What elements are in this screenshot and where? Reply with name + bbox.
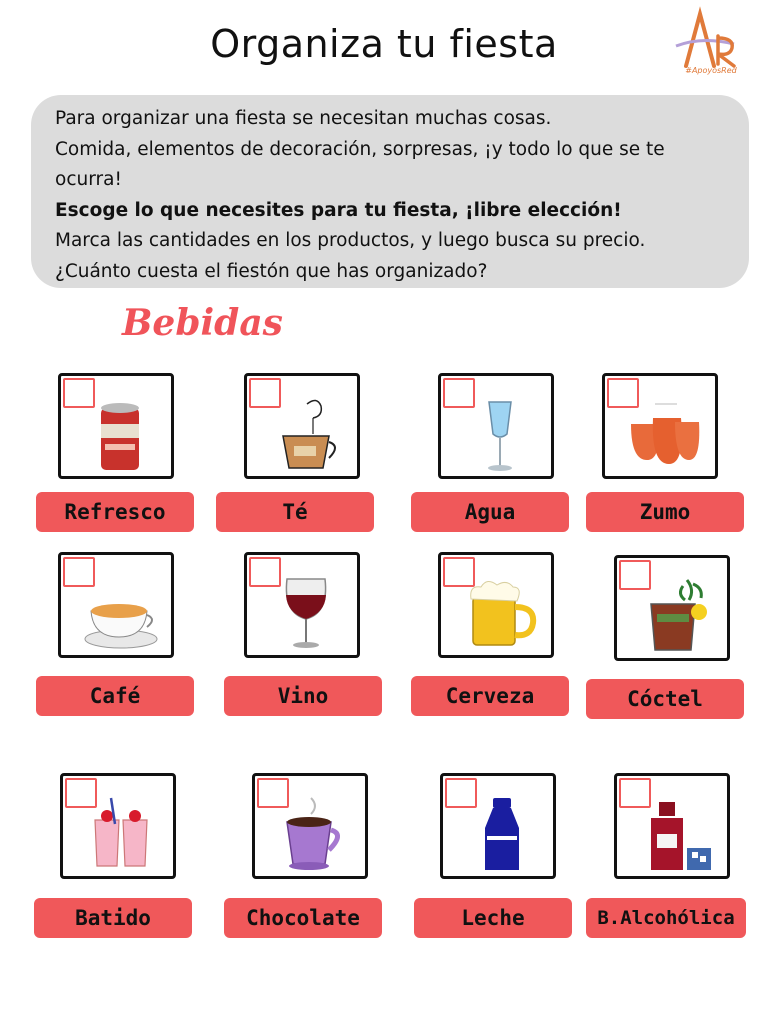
cocktail-icon	[637, 576, 715, 656]
juice-glasses-icon	[625, 394, 703, 474]
coffee-cup-icon	[81, 573, 159, 653]
label-zumo: Zumo	[586, 492, 744, 532]
label-chocolate: Chocolate	[224, 898, 382, 938]
label-te: Té	[216, 492, 374, 532]
hot-chocolate-icon	[275, 794, 353, 874]
label-b-alcoholica: B.Alcohólica	[586, 898, 746, 938]
label-refresco: Refresco	[36, 492, 194, 532]
intro-line: Marca las cantidades en los productos, y luego busca su precio.	[55, 230, 646, 251]
drink-card-te	[244, 373, 360, 479]
label-vino: Vino	[224, 676, 382, 716]
wine-glass-icon	[267, 573, 345, 653]
liquor-bottle-icon	[637, 794, 715, 874]
drink-card-leche	[440, 773, 556, 879]
intro-line: ocurra!	[55, 169, 122, 190]
logo-tag: #ApoyosRed	[685, 66, 737, 75]
drink-card-agua	[438, 373, 554, 479]
instructions-panel	[31, 95, 749, 288]
label-agua: Agua	[411, 492, 569, 532]
drink-card-refresco	[58, 373, 174, 479]
milk-bottle-icon	[463, 794, 541, 874]
milkshake-icon	[83, 794, 161, 874]
drink-card-cerveza	[438, 552, 554, 658]
beer-mug-icon	[461, 573, 539, 653]
drink-card-vino	[244, 552, 360, 658]
drink-card-zumo	[602, 373, 718, 479]
intro-line: Para organizar una fiesta se necesitan muchas cosas.	[55, 108, 552, 129]
drink-card-coctel	[614, 555, 730, 661]
water-glass-icon	[461, 394, 539, 474]
intro-line: Comida, elementos de decoración, sorpresas, ¡y todo lo que se te	[55, 138, 665, 160]
drink-card-batido	[60, 773, 176, 879]
page-title: Organiza tu fiesta	[210, 22, 558, 66]
label-coctel: Cóctel	[586, 679, 744, 719]
label-cafe: Café	[36, 676, 194, 716]
label-batido: Batido	[34, 898, 192, 938]
section-title-bebidas: Bebidas	[122, 302, 283, 344]
intro-line-bold: Escoge lo que necesites para tu fiesta, ¡libre elección!	[55, 199, 622, 221]
label-cerveza: Cerveza	[411, 676, 569, 716]
label-leche: Leche	[414, 898, 572, 938]
soda-can-icon	[81, 394, 159, 474]
tea-cup-icon	[267, 394, 345, 474]
drink-card-cafe	[58, 552, 174, 658]
intro-line: ¿Cuánto cuesta el fiestón que has organizado?	[55, 260, 488, 282]
drink-card-chocolate	[252, 773, 368, 879]
drink-card-b-alcoholica	[614, 773, 730, 879]
